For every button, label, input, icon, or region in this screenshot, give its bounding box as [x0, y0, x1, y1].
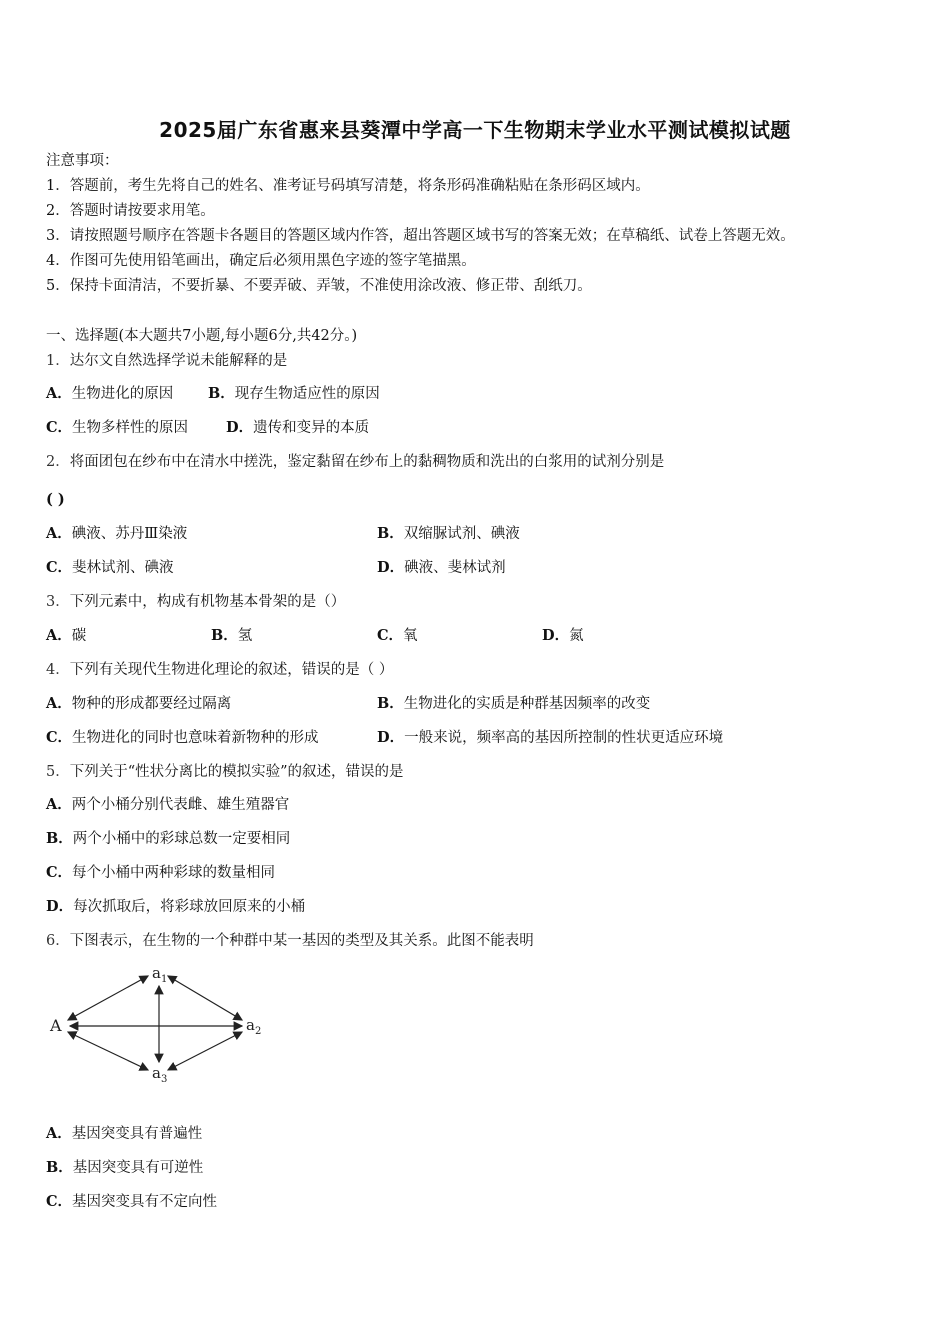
arrow-a1-a2	[168, 976, 242, 1020]
notes-heading: 注意事项：	[46, 153, 119, 169]
option-text: 氢	[237, 628, 253, 644]
q5-option-c	[46, 863, 275, 883]
note-item: 1．答题前，考生先将自己的姓名、准考证号码填写清楚，将条形码准确粘贴在条形码区域内。	[46, 178, 650, 194]
option-letter: B．	[46, 1159, 73, 1176]
option-letter: B．	[46, 830, 73, 847]
q3-option-b	[211, 626, 252, 646]
option-letter: B．	[211, 627, 238, 644]
q2-option-a	[46, 524, 187, 544]
question-text: 下列元素中，构成有机物基本骨架的是（）	[69, 594, 346, 610]
option-text: 碘液、苏丹Ⅲ染液	[71, 526, 188, 542]
q3-option-d	[542, 626, 584, 646]
question-text: 下列关于“性状分离比的模拟实验”的叙述，错误的是	[69, 764, 404, 780]
option-text: 碳	[71, 628, 87, 644]
question-text: 下列有关现代生物进化理论的叙述，错误的是（ ）	[69, 662, 394, 678]
q6-option-c	[46, 1192, 217, 1212]
option-letter: A．	[46, 796, 72, 813]
option-text: 生物进化的同时也意味着新物种的形成	[72, 730, 319, 746]
question-text: 将面团包在纱布中在清水中搓洗，鉴定黏留在纱布上的黏稠物质和洗出的白浆用的试剂分别是	[69, 454, 665, 470]
note-item: 3．请按照题号顺序在答题卡各题目的答题区域内作答，超出答题区域书写的答案无效；在草稿纸、试卷上答题无效。	[46, 228, 795, 244]
q1-option-d	[226, 418, 369, 438]
option-text: 现存生物适应性的原因	[234, 386, 380, 402]
option-letter: C．	[46, 864, 73, 881]
q5-option-a	[46, 795, 289, 815]
option-letter: C．	[46, 559, 73, 576]
option-text: 基因突变具有普遍性	[71, 1126, 203, 1142]
q1-option-c	[46, 418, 188, 438]
option-letter: A．	[46, 1125, 72, 1142]
question-number: 4．	[46, 662, 70, 678]
label-a1: $a_1$	[152, 964, 168, 985]
q6-option-b	[46, 1158, 203, 1178]
q3-option-c	[377, 626, 418, 646]
section-heading: 一、选择题(本大题共7小题,每小题6分,共42分。)	[46, 328, 358, 344]
label-a3: $a_3$	[152, 1064, 168, 1084]
q4-option-a	[46, 694, 231, 714]
option-letter: D．	[46, 898, 74, 915]
question-3	[46, 592, 345, 612]
page-title: 2025届广东省惠来县葵潭中学高一下生物期末学业水平测试模拟试题	[159, 118, 791, 142]
option-letter: A．	[46, 695, 72, 712]
option-letter: A．	[46, 525, 72, 542]
answer-parentheses: ( )	[46, 491, 65, 508]
option-letter: A．	[46, 627, 72, 644]
arrow-a-a1	[68, 976, 148, 1020]
option-text: 双缩脲试剂、碘液	[403, 526, 520, 542]
question-number: 1．	[46, 353, 70, 369]
question-number: 3．	[46, 594, 70, 610]
option-text: 生物进化的原因	[71, 386, 174, 402]
q6-option-a	[46, 1124, 202, 1144]
question-text: 下图表示，在生物的一个种群中某一基因的类型及其关系。此图不能表明	[69, 933, 534, 949]
note-item: 4．作图可先使用铅笔画出，确定后必须用黑色字迹的签字笔描黑。	[46, 253, 476, 269]
option-text: 两个小桶分别代表雌、雄生殖器官	[71, 797, 290, 813]
option-text: 氧	[403, 628, 418, 644]
option-text: 每次抓取后，将彩球放回原来的小桶	[73, 899, 306, 915]
arrow-a-a3	[68, 1032, 148, 1070]
q4-option-c	[46, 728, 319, 748]
option-text: 遗传和变异的本质	[253, 420, 370, 436]
label-A: A	[50, 1016, 62, 1035]
question-number: 5．	[46, 764, 70, 780]
option-letter: D．	[226, 419, 254, 436]
note-item: 5．保持卡面清洁，不要折暴、不要弄破、弄皱，不准使用涂改液、修正带、刮纸刀。	[46, 278, 592, 294]
option-text: 氮	[569, 628, 584, 644]
option-text: 一般来说，频率高的基因所控制的性状更适应环境	[404, 730, 724, 746]
option-letter: D．	[377, 729, 405, 746]
label-a2: $a_2$	[246, 1016, 262, 1037]
question-6	[46, 931, 534, 951]
option-letter: C．	[46, 1193, 73, 1210]
option-letter: C．	[46, 729, 73, 746]
question-4	[46, 660, 393, 680]
question-number: 6．	[46, 933, 70, 949]
option-letter: D．	[377, 559, 405, 576]
option-letter: A．	[46, 385, 72, 402]
q5-option-d	[46, 897, 305, 917]
option-letter: C．	[46, 419, 73, 436]
question-5	[46, 762, 404, 782]
question-2	[46, 452, 664, 472]
q4-option-d	[377, 728, 723, 748]
option-text: 生物多样性的原因	[72, 420, 189, 436]
note-item: 2．答题时请按要求用笔。	[46, 203, 215, 219]
option-text: 基因突变具有可逆性	[72, 1160, 204, 1176]
option-text: 基因突变具有不定向性	[72, 1194, 218, 1210]
option-text: 每个小桶中两种彩球的数量相同	[72, 865, 276, 881]
option-text: 两个小桶中的彩球总数一定要相同	[72, 831, 291, 847]
option-letter: D．	[542, 627, 570, 644]
question-1	[46, 351, 287, 371]
option-text: 物种的形成都要经过隔离	[71, 696, 232, 712]
question-text: 达尔文自然选择学说未能解释的是	[69, 353, 288, 369]
option-letter: B．	[208, 385, 235, 402]
q2-option-d	[377, 558, 506, 578]
option-text: 生物进化的实质是种群基因频率的改变	[403, 696, 651, 712]
q4-option-b	[377, 694, 650, 714]
option-text: 碘液、斐林试剂	[404, 560, 506, 576]
q2-option-c	[46, 558, 174, 578]
option-letter: C．	[377, 627, 404, 644]
option-letter: B．	[377, 525, 404, 542]
option-text: 斐林试剂、碘液	[72, 560, 174, 576]
q3-option-a	[46, 626, 86, 646]
q2-option-b	[377, 524, 520, 544]
gene-relationship-diagram	[46, 962, 276, 1084]
arrow-a2-a3	[168, 1032, 242, 1070]
question-number: 2．	[46, 454, 70, 470]
q5-option-b	[46, 829, 290, 849]
q1-option-a	[46, 384, 173, 404]
option-letter: B．	[377, 695, 404, 712]
q1-option-b	[208, 384, 380, 404]
